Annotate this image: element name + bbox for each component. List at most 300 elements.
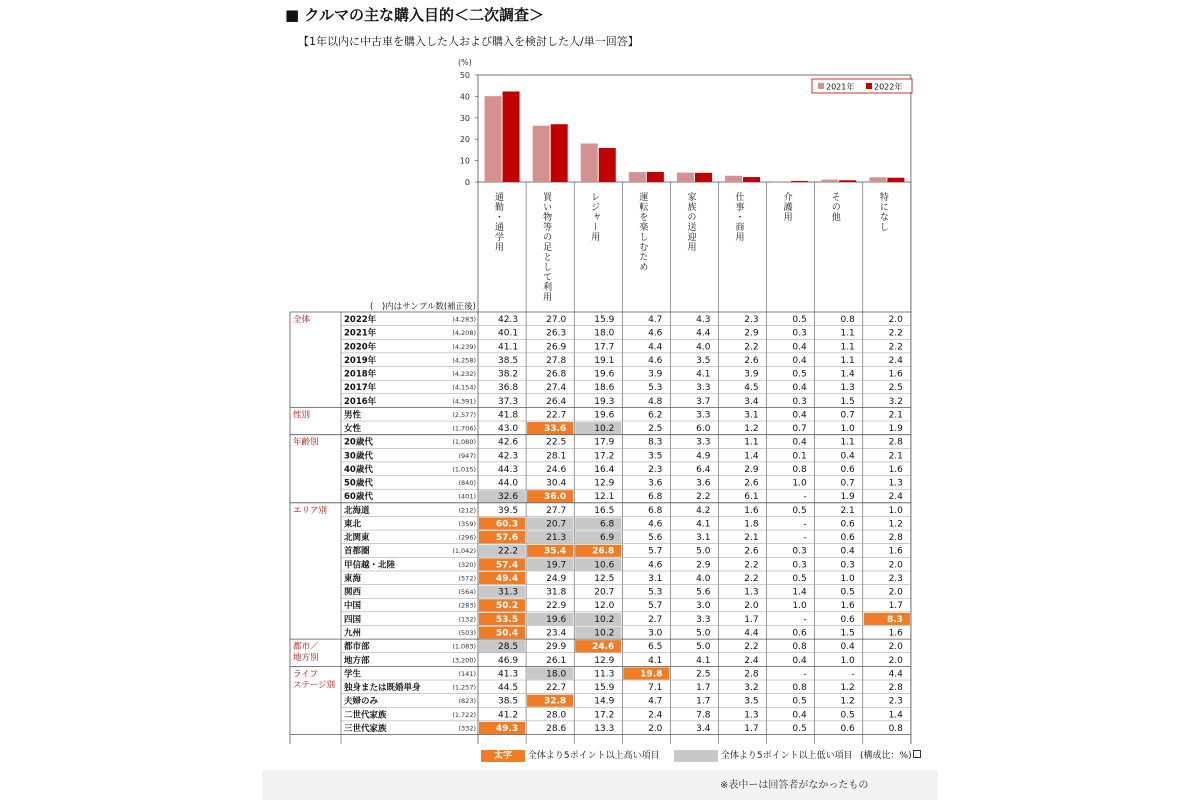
cell-value: 2.2: [744, 560, 759, 571]
cell-value: 2.8: [888, 683, 903, 694]
cell-value: 0.3: [792, 560, 807, 571]
cell-value: 1.6: [744, 505, 759, 516]
group-label: ステージ別: [293, 680, 336, 691]
cell-value: 1.1: [840, 328, 855, 339]
sample-size: (359): [458, 519, 476, 528]
cell-value: 3.1: [648, 573, 663, 584]
row-label: 20歳代: [344, 437, 373, 448]
cell-value: 0.5: [792, 723, 807, 734]
cell-value: 21.3: [546, 533, 567, 544]
cell-value: 3.3: [696, 614, 711, 625]
row-label: 30歳代: [344, 451, 373, 462]
y-tick-label: 0: [464, 178, 470, 187]
cell-value: 19.6: [546, 614, 567, 625]
cell-value: 26.3: [546, 328, 567, 339]
cell-value: 3.2: [744, 683, 759, 694]
cell-value: 4.6: [648, 355, 663, 366]
cell-value: 24.6: [592, 642, 615, 653]
cell-value: 1.6: [888, 369, 903, 380]
row-label: 2020年: [344, 342, 377, 353]
group-label: 年齢別: [293, 437, 319, 448]
cell-value: 5.0: [696, 642, 711, 653]
cell-value: 2.0: [888, 587, 903, 598]
cell-value: 4.3: [696, 315, 711, 325]
cell-value: -: [803, 519, 807, 530]
cell-value: 2.8: [888, 533, 903, 544]
cell-value: 1.5: [840, 628, 855, 639]
cell-value: 0.5: [792, 573, 807, 584]
cell-value: 1.6: [840, 601, 855, 612]
cell-value: 0.6: [840, 533, 855, 544]
cell-value: 4.1: [696, 369, 711, 380]
cell-value: 6.1: [744, 492, 759, 503]
cell-value: 0.5: [792, 315, 807, 325]
cell-value: 39.5: [498, 505, 519, 516]
cell-value: 2.0: [888, 560, 903, 571]
cell-value: 0.7: [840, 410, 855, 421]
cell-value: 0.3: [792, 328, 807, 339]
cell-value: 49.4: [495, 573, 519, 584]
cell-value: 1.6: [888, 628, 903, 639]
row-label: 2016年: [344, 396, 377, 407]
cell-value: 2.2: [744, 342, 759, 353]
cell-value: 26.8: [546, 369, 567, 380]
cell-value: 23.4: [546, 628, 567, 639]
cell-value: 2.6: [744, 546, 759, 557]
cell-value: 1.9: [840, 492, 855, 503]
sample-size: (4,283): [452, 315, 476, 324]
cell-value: 5.6: [696, 587, 711, 598]
cell-value: 20.7: [594, 587, 615, 598]
cell-value: 0.5: [792, 369, 807, 380]
cell-value: 6.0: [696, 424, 711, 435]
row-label: 中国: [344, 601, 362, 612]
cell-value: 3.1: [744, 410, 759, 421]
cell-value: 2.9: [744, 464, 759, 475]
category-label: 仕事・商用: [733, 192, 744, 242]
row-label: 四国: [344, 614, 362, 625]
cell-value: 28.5: [498, 642, 519, 653]
cell-value: 1.7: [696, 696, 711, 707]
cell-value: 2.0: [888, 315, 903, 325]
cell-value: 3.4: [696, 723, 711, 734]
cell-value: 2.9: [744, 328, 759, 339]
cell-value: 12.9: [594, 478, 615, 489]
cell-value: 4.9: [696, 451, 711, 462]
cell-value: 19.1: [594, 355, 615, 366]
unit-legend: [860, 748, 921, 761]
row-label: 首都圏: [344, 546, 370, 557]
cell-value: 2.6: [744, 355, 759, 366]
cell-value: 0.8: [840, 315, 855, 325]
cell-value: 1.0: [792, 601, 807, 612]
cell-value: 0.4: [792, 342, 807, 353]
low-legend-label: 全体より5ポイント以上低い項目: [720, 751, 853, 761]
cell-value: 0.4: [840, 546, 855, 557]
cell-value: 33.6: [543, 424, 567, 435]
cell-value: 41.3: [498, 669, 519, 680]
row-label: 甲信越・北陸: [344, 560, 396, 571]
sample-size: (1,257): [452, 683, 476, 692]
cell-value: 27.8: [546, 355, 567, 366]
sample-size: (1,706): [452, 424, 476, 433]
cell-value: 5.7: [648, 601, 663, 612]
cell-value: 4.4: [744, 628, 759, 639]
cell-value: 1.7: [888, 601, 903, 612]
cell-value: 2.4: [888, 355, 903, 366]
cell-value: 1.9: [888, 424, 903, 435]
high-swatch: 太字: [481, 750, 525, 762]
cell-value: 1.3: [840, 383, 855, 394]
cell-value: 0.6: [840, 614, 855, 625]
cell-value: 26.8: [592, 546, 615, 557]
cell-value: 0.4: [792, 437, 807, 448]
cell-value: 7.8: [696, 710, 711, 721]
cell-value: 0.8: [792, 464, 807, 475]
cell-value: 13.3: [594, 723, 615, 734]
sample-size: (947): [458, 451, 476, 460]
cell-value: 1.0: [840, 573, 855, 584]
cell-value: 38.5: [498, 696, 519, 707]
cell-value: 1.5: [840, 396, 855, 407]
cell-value: 22.9: [546, 601, 567, 612]
cell-value: 15.9: [594, 683, 615, 694]
sample-size: (4,154): [452, 383, 476, 392]
cell-value: 4.4: [648, 342, 663, 353]
category-label: 運転を楽しむため: [637, 192, 648, 272]
cell-value: 16.5: [594, 505, 615, 516]
cell-value: 12.1: [594, 492, 615, 503]
high-legend: [481, 748, 660, 762]
cell-value: 30.4: [546, 478, 567, 489]
cell-value: 44.5: [498, 683, 519, 694]
category-label: その他: [829, 192, 840, 222]
cell-value: 17.9: [594, 437, 615, 448]
cell-value: 4.7: [648, 315, 663, 325]
highlight-cell: [575, 531, 621, 543]
cell-value: 41.1: [498, 342, 519, 353]
cell-value: 38.2: [498, 369, 519, 380]
cell-value: 2.5: [648, 424, 663, 435]
row-label: 男性: [344, 410, 362, 421]
cell-value: 26.9: [546, 342, 567, 353]
cell-value: 31.8: [546, 587, 567, 598]
category-label: 買い物等の足として利用: [541, 192, 552, 302]
cell-value: 6.9: [599, 533, 615, 544]
cell-value: 41.8: [498, 410, 519, 421]
cell-value: 0.7: [792, 424, 807, 435]
cell-value: 2.3: [888, 573, 903, 584]
row-label: 北海道: [344, 505, 370, 516]
cell-value: 2.3: [648, 464, 663, 475]
group-label: 全体: [293, 315, 311, 325]
sample-size: (283): [458, 601, 476, 610]
cell-value: 3.3: [696, 410, 711, 421]
cell-value: 2.6: [744, 478, 759, 489]
cell-value: 3.5: [648, 451, 663, 462]
cell-value: 2.0: [888, 642, 903, 653]
cell-value: 32.6: [498, 492, 519, 503]
cell-value: -: [851, 669, 855, 680]
cell-value: 6.8: [648, 505, 663, 516]
cell-value: 2.2: [744, 642, 759, 653]
sample-size: (320): [458, 560, 476, 569]
cell-value: 10.2: [594, 424, 615, 435]
cell-value: 3.6: [696, 478, 711, 489]
cell-value: 0.5: [840, 587, 855, 598]
cell-value: 5.7: [648, 546, 663, 557]
cell-value: 11.3: [594, 669, 615, 680]
cell-value: 0.4: [792, 383, 807, 394]
row-label: 2019年: [344, 355, 377, 366]
cell-value: 2.2: [888, 342, 903, 353]
group-label: 都市／: [293, 642, 319, 653]
cell-value: 1.1: [840, 437, 855, 448]
sample-size: (1,015): [452, 465, 476, 474]
cell-value: 31.3: [498, 587, 519, 598]
cell-value: 14.9: [594, 696, 615, 707]
cell-value: 0.4: [840, 642, 855, 653]
cell-value: 24.9: [546, 573, 567, 584]
cell-value: 36.0: [543, 492, 567, 503]
cell-value: -: [803, 492, 807, 503]
y-tick-label: 50: [459, 71, 470, 80]
cell-value: 18.0: [594, 328, 615, 339]
cell-value: 0.3: [792, 396, 807, 407]
cell-value: 43.0: [498, 424, 519, 435]
cell-value: 1.2: [840, 696, 855, 707]
row-label: 2021年: [344, 328, 377, 339]
cell-value: 6.4: [696, 464, 711, 475]
cell-value: 3.5: [744, 696, 759, 707]
cell-value: 2.0: [888, 655, 903, 666]
cell-value: 0.8: [792, 683, 807, 694]
cell-value: 57.6: [495, 533, 519, 544]
cell-value: 29.9: [546, 642, 567, 653]
cell-value: 1.0: [840, 424, 855, 435]
sample-header: ( )内はサンプル数(補正後): [370, 302, 477, 312]
cell-value: 3.3: [696, 437, 711, 448]
row-label: 独身または既婚単身: [344, 683, 421, 694]
cell-value: 0.7: [840, 478, 855, 489]
cell-value: 37.3: [498, 396, 519, 407]
cell-value: 3.3: [696, 383, 711, 394]
cell-value: 4.1: [648, 655, 663, 666]
cell-value: 10.2: [594, 614, 615, 625]
cell-value: 4.4: [696, 328, 711, 339]
cell-value: -: [803, 614, 807, 625]
sample-size: (840): [458, 479, 476, 488]
cell-value: 19.7: [546, 560, 567, 571]
cell-value: 17.7: [594, 342, 615, 353]
sample-size: (141): [458, 669, 476, 678]
sample-size: (4,258): [452, 356, 476, 365]
cell-value: 26.4: [546, 396, 567, 407]
cell-value: 3.0: [648, 628, 663, 639]
cell-value: 2.2: [888, 328, 903, 339]
cell-value: 1.8: [744, 519, 759, 530]
cell-value: 2.0: [648, 723, 663, 734]
cell-value: 6.5: [648, 642, 663, 653]
row-label: 東北: [344, 519, 362, 530]
cell-value: 5.3: [648, 383, 663, 394]
cell-value: 4.6: [648, 328, 663, 339]
sample-size: (1,722): [452, 710, 476, 719]
cell-value: 49.3: [495, 723, 519, 734]
cell-value: 1.6: [888, 464, 903, 475]
cell-value: 3.4: [744, 396, 759, 407]
group-label: 性別: [293, 410, 311, 421]
cell-value: 1.4: [888, 710, 903, 721]
category-label: 介護用: [781, 192, 792, 222]
cell-value: 3.9: [648, 369, 663, 380]
cell-value: 4.8: [648, 396, 663, 407]
cell-value: 27.4: [546, 383, 567, 394]
row-label: 40歳代: [344, 464, 373, 475]
cell-value: 4.2: [696, 505, 711, 516]
cell-value: 50.4: [495, 628, 519, 639]
cell-value: 16.4: [594, 464, 615, 475]
cell-value: 28.1: [546, 451, 567, 462]
unit-label: (構成比：%): [860, 751, 912, 761]
cell-value: 22.7: [546, 683, 567, 694]
highlight-cell: [575, 517, 621, 529]
cell-value: 17.2: [594, 710, 615, 721]
cell-value: 2.2: [696, 492, 711, 503]
cell-value: 20.7: [546, 519, 567, 530]
footnote: ※表中ーは回答者がなかったもの: [720, 780, 869, 791]
cell-value: 1.6: [888, 546, 903, 557]
cell-value: 2.8: [888, 437, 903, 448]
sample-size: (132): [458, 615, 476, 624]
cell-value: 2.4: [648, 710, 663, 721]
cell-value: 1.3: [888, 478, 903, 489]
cell-value: 1.7: [744, 614, 759, 625]
cell-value: 6.8: [599, 519, 615, 530]
cell-value: 2.3: [744, 315, 759, 325]
cell-value: 0.6: [840, 519, 855, 530]
cell-value: 3.1: [696, 533, 711, 544]
y-tick-label: 40: [459, 92, 470, 102]
cell-value: 46.9: [498, 655, 519, 666]
cell-value: 38.5: [498, 355, 519, 366]
group-label: 地方別: [293, 653, 319, 664]
cell-value: 3.2: [888, 396, 903, 407]
cell-value: 4.1: [696, 519, 711, 530]
cell-value: 0.4: [792, 355, 807, 366]
row-label: 関西: [344, 587, 362, 598]
cell-value: 1.4: [792, 587, 807, 598]
cell-value: 2.5: [696, 669, 711, 680]
cell-value: 6.8: [648, 492, 663, 503]
cell-value: 1.4: [744, 451, 759, 462]
cell-value: 42.3: [498, 451, 519, 462]
cell-value: 0.5: [840, 710, 855, 721]
sample-size: (823): [458, 697, 476, 706]
cell-value: 27.7: [546, 505, 567, 516]
row-label: 都市部: [344, 642, 370, 653]
cell-value: 2.4: [888, 492, 903, 503]
cell-value: 1.2: [888, 519, 903, 530]
sample-size: (3,200): [452, 656, 476, 665]
cell-value: 4.4: [888, 669, 903, 680]
cell-value: 28.0: [546, 710, 567, 721]
cell-value: 1.1: [840, 355, 855, 366]
cell-value: 2.9: [696, 560, 711, 571]
cell-value: 0.4: [792, 410, 807, 421]
cell-value: 17.2: [594, 451, 615, 462]
cell-value: 0.8: [792, 642, 807, 653]
sample-size: (4,391): [452, 397, 476, 406]
cell-value: 57.4: [495, 560, 519, 571]
cell-value: 0.4: [792, 710, 807, 721]
cell-value: 3.9: [744, 369, 759, 380]
y-tick-label: 30: [459, 113, 470, 123]
cell-value: 5.0: [696, 546, 711, 557]
category-label: 特になし: [877, 192, 888, 232]
cell-value: 4.1: [696, 655, 711, 666]
cell-value: 44.3: [498, 464, 519, 475]
cell-value: 2.1: [744, 533, 759, 544]
sample-size: (1,080): [452, 438, 476, 447]
cell-value: 0.6: [840, 464, 855, 475]
high-legend-label: 全体より5ポイント以上高い項目: [527, 751, 660, 761]
cell-value: 32.8: [543, 696, 567, 707]
cell-value: 4.0: [696, 573, 711, 584]
cell-value: 0.4: [840, 451, 855, 462]
cell-value: 12.9: [594, 655, 615, 666]
cell-value: 5.0: [696, 628, 711, 639]
cell-value: 22.7: [546, 410, 567, 421]
cell-value: 8.3: [648, 437, 663, 448]
cell-value: 28.6: [546, 723, 567, 734]
cell-value: 19.6: [594, 410, 615, 421]
cell-value: 42.6: [498, 437, 519, 448]
row-label: 二世代家族: [344, 710, 387, 721]
sample-size: (401): [458, 492, 476, 501]
row-label: 九州: [344, 628, 362, 639]
y-axis-label: (%): [458, 58, 472, 67]
cell-value: 2.2: [744, 573, 759, 584]
cell-value: 3.0: [696, 601, 711, 612]
cell-value: 60.3: [495, 519, 519, 530]
cell-value: 1.2: [840, 683, 855, 694]
cell-value: 2.3: [888, 696, 903, 707]
cell-value: 24.6: [546, 464, 567, 475]
cell-value: 2.4: [744, 655, 759, 666]
sample-size: (572): [458, 574, 476, 583]
cell-value: 4.0: [696, 342, 711, 353]
cell-value: 1.4: [840, 369, 855, 380]
group-label: ライフ: [293, 669, 318, 680]
cell-value: 1.0: [840, 655, 855, 666]
cell-value: 1.7: [696, 683, 711, 694]
cell-value: 12.0: [594, 601, 615, 612]
row-label: 女性: [344, 424, 362, 435]
cell-value: 5.3: [648, 587, 663, 598]
row-label: 地方部: [344, 655, 370, 666]
cell-value: 4.5: [744, 383, 759, 394]
cell-value: 19.3: [594, 396, 615, 407]
cell-value: 19.8: [640, 669, 663, 680]
cell-value: 0.5: [792, 505, 807, 516]
cell-value: 0.6: [792, 628, 807, 639]
sample-size: (2,577): [452, 410, 476, 419]
cell-value: 3.6: [648, 478, 663, 489]
cell-value: 40.1: [498, 328, 519, 339]
cell-value: 2.7: [648, 614, 663, 625]
cell-value: 0.4: [792, 655, 807, 666]
